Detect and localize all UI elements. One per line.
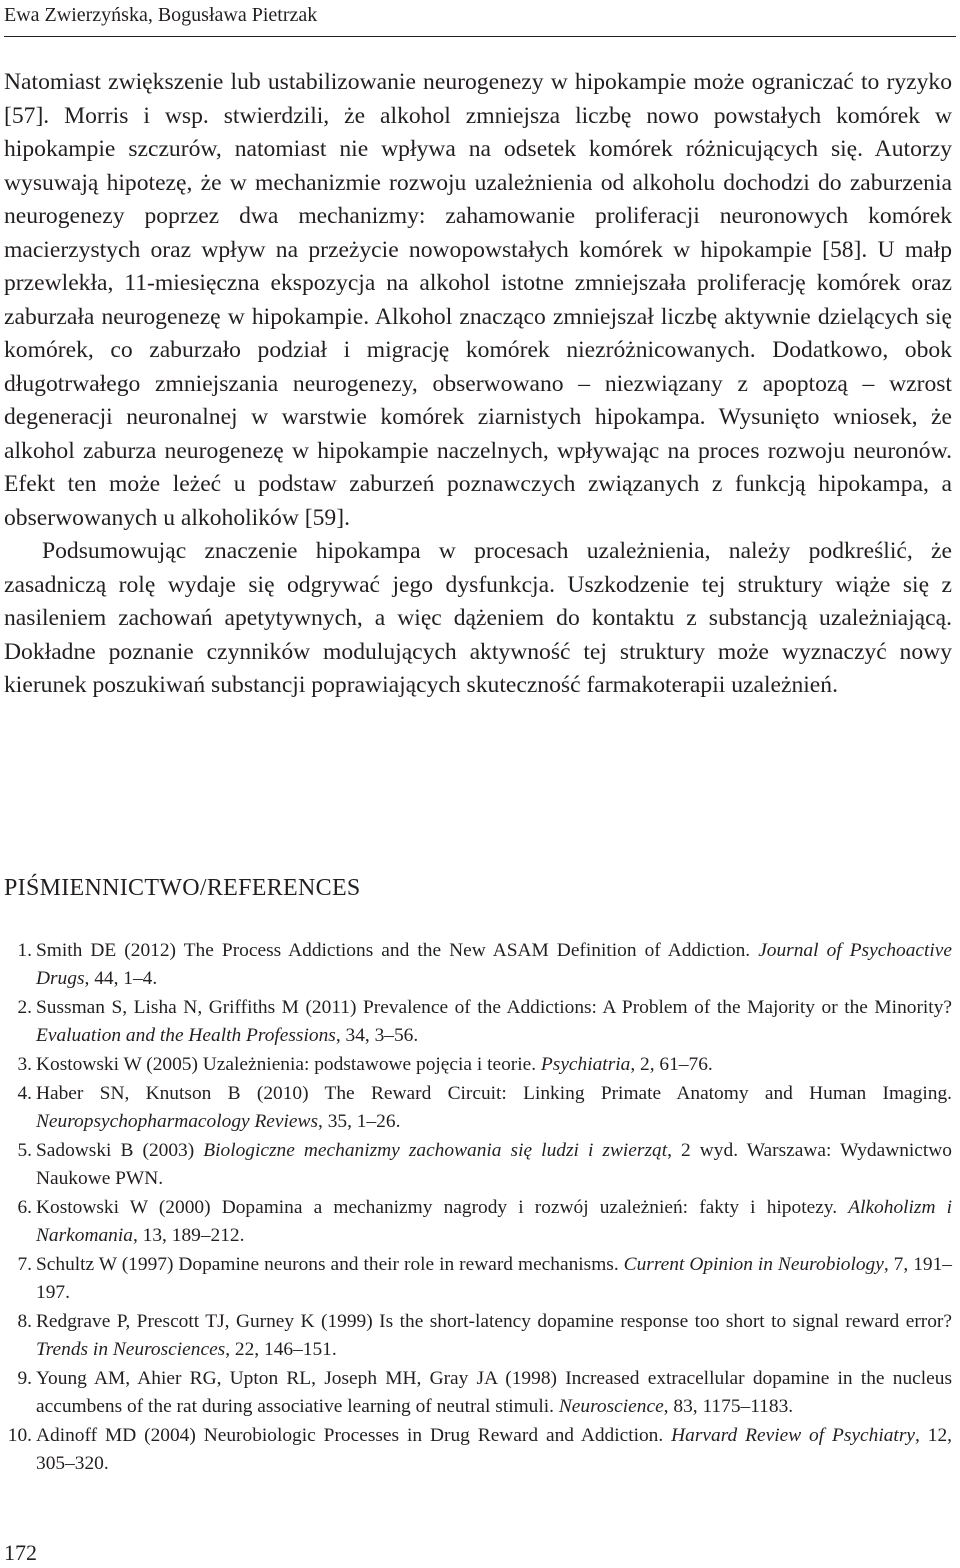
reference-journal: Journal of Psychoactive Drugs xyxy=(36,940,952,990)
reference-journal: Evaluation and the Health Professions xyxy=(36,1025,336,1047)
reference-text xyxy=(36,1422,952,1478)
references-heading: PIŚMIENNICTWO/REFERENCES xyxy=(4,875,361,901)
references-list xyxy=(4,937,952,1479)
reference-text-main: Kostowski W (2005) Uzależnienia: podstawowe pojęcia i teorie. xyxy=(36,1054,541,1075)
reference-journal: Harvard Review of Psychiatry xyxy=(671,1424,915,1446)
reference-text-main: Sussman S, Lisha N, Griffiths M (2011) Prevalence of the Addictions: A Problem of the Majority or the Minority? xyxy=(36,997,952,1018)
reference-text-main: Adinoff MD (2004) Neurobiologic Processes in Drug Reward and Addiction. xyxy=(36,1424,672,1446)
body-paragraph-2: Podsumowując znaczenie hipokampa w procesach uzależnienia, należy podkreślić, że zasadniczą rolę wydaje się odgrywać jego dysfunkcja. Uszkodzenie tej struktury wiąże się z nasileniem zachowań apetytywnych, a więc dążeniem do kontaktu z substancją uzależniającą. Dokładne poznanie czynników modulujących aktywność tej struktury może wyznaczyć nowy kierunek poszukiwań substancji poprawiających skuteczność farmakoterapii uzależnień. xyxy=(4,538,952,698)
reference-text-tail: , 7, 191–197. xyxy=(36,1253,952,1303)
reference-text-tail: , 44, 1–4. xyxy=(84,968,158,990)
reference-item xyxy=(4,1137,952,1193)
reference-number: 2. xyxy=(17,997,32,1018)
reference-number: 10. xyxy=(7,1424,32,1446)
reference-item xyxy=(4,1080,952,1136)
reference-item xyxy=(4,994,952,1050)
reference-journal: Trends in Neurosciences xyxy=(36,1339,226,1360)
reference-text xyxy=(36,1051,952,1079)
reference-number: 3. xyxy=(17,1054,32,1075)
reference-number: 1. xyxy=(17,940,32,961)
reference-item xyxy=(4,1308,952,1364)
reference-text xyxy=(36,1080,952,1136)
reference-text-tail: , 83, 1175–1183. xyxy=(663,1396,794,1417)
reference-text-tail: , 2, 61–76. xyxy=(630,1054,713,1075)
reference-journal: Current Opinion in Neurobiology xyxy=(623,1253,884,1275)
reference-text-main: Young AM, Ahier RG, Upton RL, Joseph MH, Gray JA (1998) Increased extracellular dopamine in the nucleus accumbens of the rat during associative learning of neutral stimuli. xyxy=(36,1367,952,1417)
reference-journal: Neuroscience xyxy=(558,1396,664,1417)
reference-text-tail: , 35, 1–26. xyxy=(318,1111,401,1132)
reference-item xyxy=(4,937,952,993)
reference-item xyxy=(4,1051,952,1079)
reference-number: 7. xyxy=(17,1253,32,1275)
reference-number: 8. xyxy=(17,1310,32,1332)
reference-item xyxy=(4,1194,952,1250)
reference-journal: Neuropsychopharmacology Reviews xyxy=(36,1111,318,1132)
reference-text-main: Kostowski W (2000) Dopamina a mechanizmy nagrody i rozwój uzależnień: fakty i hipotezy. xyxy=(36,1196,849,1218)
page-number: 172 xyxy=(4,1540,37,1565)
reference-text-main: Schultz W (1997) Dopamine neurons and their role in reward mechanisms. xyxy=(36,1253,624,1275)
reference-text-main: Smith DE (2012) The Process Addictions and the New ASAM Definition of Addiction. xyxy=(36,940,759,961)
body-text xyxy=(4,66,952,703)
reference-text xyxy=(36,1365,952,1421)
reference-item xyxy=(4,1251,952,1307)
reference-text-main: Sadowski B (2003) xyxy=(36,1139,204,1161)
running-head: Ewa Zwierzyńska, Bogusława Pietrzak xyxy=(4,4,318,26)
reference-text-main: Redgrave P, Prescott TJ, Gurney K (1999) Is the short-latency dopamine response too short to signal reward error? xyxy=(36,1310,952,1332)
reference-text xyxy=(36,1194,952,1250)
reference-journal: Psychiatria xyxy=(540,1054,631,1075)
reference-number: 9. xyxy=(17,1367,32,1389)
reference-text xyxy=(36,1137,952,1193)
reference-text xyxy=(36,937,952,993)
reference-text-main: Haber SN, Knutson B (2010) The Reward Circuit: Linking Primate Anatomy and Human Imaging. xyxy=(36,1082,952,1104)
header-rule xyxy=(4,36,956,37)
reference-text xyxy=(36,994,952,1050)
reference-text-tail: , 22, 146–151. xyxy=(225,1339,337,1360)
reference-item xyxy=(4,1365,952,1421)
reference-text-tail: , 2 wyd. Warszawa: Wydawnictwo Naukowe PWN. xyxy=(36,1139,952,1189)
reference-number: 4. xyxy=(17,1082,32,1104)
reference-text-tail: , 13, 189–212. xyxy=(132,1225,245,1246)
reference-item xyxy=(4,1422,952,1478)
reference-text xyxy=(36,1251,952,1307)
reference-text-tail: , 12, 305–320. xyxy=(36,1424,952,1474)
reference-number: 6. xyxy=(17,1196,32,1218)
reference-number: 5. xyxy=(17,1139,32,1161)
reference-text xyxy=(36,1308,952,1364)
body-paragraph-1: Natomiast zwiększenie lub ustabilizowanie neurogenezy w hipokampie może ograniczać to ryzyko [57]. Morris i wsp. stwierdzili, że alkohol zmniejsza liczbę nowo powstałych komórek w hipokampie szczurów, natomiast nie wpływa na odsetek komórek różnicujących się. Autorzy wysuwają hipotezę, że w mechanizmie rozwoju uzależnienia od alkoholu dochodzi do zaburzenia neurogenezy poprzez dwa mechanizmy: zahamowanie proliferacji neuronowych komórek macierzystych oraz wpływ na przeżycie nowopowstałych komórek w hipokampie [58]. U małp przewlekła, 11-miesięczna ekspozycja na alkohol istotne zmniejszała proliferację komórek oraz zaburzała neurogenezę w hipokampie. Alkohol znacząco zmniejszał liczbę aktywnie dzielących się komórek, co zaburzało podział i migrację komórek niezróżnicowanych. Dodatkowo, obok długotrwałego zmniejszania neurogenezy, obserwowano – niezwiązany z apoptozą – wzrost degeneracji neuronalnej w warstwie komórek ziarnistych hipokampa. Wysunięto wniosek, że alkohol zaburza neurogenezę w hipokampie naczelnych, wpływając na proces rozwoju neuronów. Efekt ten może leżeć u podstaw zaburzeń poznawczych związanych z funkcją hipokampa, a obserwowanych u alkoholików [59]. xyxy=(4,69,952,531)
reference-text-tail: , 34, 3–56. xyxy=(335,1025,419,1047)
reference-book-title: Biologiczne mechanizmy zachowania się ludzi i zwierząt xyxy=(203,1139,668,1161)
reference-journal: Alkoholizm i Narkomania xyxy=(36,1196,952,1246)
